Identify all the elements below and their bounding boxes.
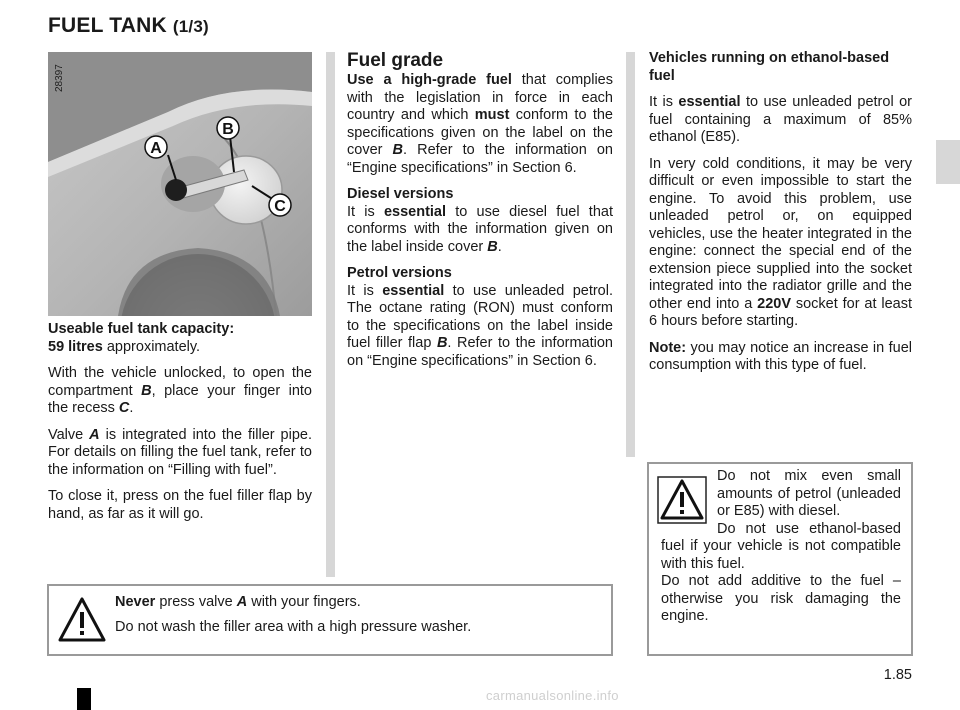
cold-text-1: In very cold conditions, it may be very difficult or even impossible to start the engine. To avoid this problem, use unleaded petrol or, on equipped vehicles, use the heater integrated in the engine: connect the special end of the extension piece supplied into the socket integrated into the radiator grille and the other end into a (649, 155, 912, 312)
intro-text-1: that complies with the legislation in force in each country and which (347, 72, 613, 123)
diesel-paragraph (347, 186, 613, 256)
open-text-1: With the vehicle unlocked, to open the compartment (48, 365, 312, 399)
page-title-part: (1/3) (172, 17, 209, 36)
ethanol-text-1: It is (649, 94, 679, 110)
warning-right-line-1: Do not mix even small amounts of petrol (unleaded or E85) with diesel. (717, 468, 901, 519)
diesel-ref-b: B (487, 238, 498, 255)
intro-text-2: conform to the specifications given on the label on the cover (347, 107, 613, 158)
column-divider-1 (326, 52, 335, 577)
diesel-heading: Diesel versions (347, 186, 454, 202)
warning-text-2: with your fingers. (247, 594, 361, 610)
petrol-text-2: to use unleaded petrol. The octane rating (RON) must conform to the specifications on the label inside fuel filler flap (347, 282, 613, 351)
page-number: 1.85 (883, 667, 912, 683)
figure-code: 28397 (54, 64, 65, 92)
capacity-paragraph (48, 321, 312, 356)
ethanol-essential: essential (678, 94, 741, 110)
fuel-grade-intro (347, 72, 613, 177)
open-ref-b: B (141, 382, 152, 399)
open-paragraph (48, 365, 312, 418)
ethanol-paragraph-1 (649, 94, 912, 147)
callout-b (217, 117, 239, 139)
ethanol-paragraph-2 (649, 156, 912, 331)
watermark: carmanualsonline.info (486, 688, 619, 703)
callout-a (145, 136, 167, 158)
petrol-essential: essential (382, 282, 445, 299)
callout-a-label: A (150, 140, 162, 157)
page-title (48, 14, 209, 38)
petrol-paragraph (347, 265, 613, 370)
valve-text-1: Valve (48, 426, 90, 443)
section-tab (936, 140, 960, 184)
ethanol-text-2: to use unleaded petrol or fuel containing a maximum of 85% ethanol (E85). (649, 94, 913, 145)
warning-box-fuel-mixing (647, 462, 913, 656)
petrol-text-3: . Refer to the information on “Engine specifications” in Section 6. (347, 335, 613, 369)
fuel-flap-illustration (48, 52, 312, 316)
valve-ref-a: A (89, 426, 100, 443)
valve-text-2: is integrated into the filler pipe. For details on filling the fuel tank, refer to the information on “Filling with fuel”. (48, 426, 312, 478)
warning-right-line-3: Do not add additive to the fuel – otherwise you risk damaging the engine. (661, 573, 901, 624)
diesel-text-1: It is (347, 203, 384, 220)
petrol-heading: Petrol versions (347, 265, 452, 281)
petrol-ref-b: B (436, 335, 448, 351)
warning-text-1: press valve (155, 594, 237, 610)
warning-box-valve (47, 584, 613, 656)
warning-triangle-icon (657, 476, 707, 530)
valve-paragraph (48, 427, 312, 480)
open-text-3: . (129, 400, 134, 416)
corner-mark (77, 688, 91, 710)
intro-text-3: . Refer to the information on “Engine specifications” in Section 6. (347, 142, 613, 176)
intro-bold: Use a high-grade fuel (347, 72, 512, 88)
open-ref-c: C (118, 400, 130, 416)
open-text-2: , place your finger into the recess (48, 382, 312, 416)
warning-bottom-line-2: Do not wash the filler area with a high pressure washer. (115, 618, 472, 635)
petrol-text-1: It is (347, 282, 383, 299)
diesel-text-3: . (497, 238, 502, 255)
fuel-flap-photo (48, 52, 312, 316)
page-title-text: FUEL TANK (48, 14, 167, 37)
note-text: you may notice an increase in fuel consumption with this type of fuel. (649, 339, 912, 373)
ethanol-heading: Vehicles running on ethanol-based fuel (649, 50, 890, 84)
warning-ref-a: A (236, 594, 248, 610)
left-column (48, 321, 312, 532)
right-column (649, 50, 912, 384)
diesel-essential: essential (383, 203, 447, 220)
close-paragraph: To close it, press on the fuel filler flap by hand, as far as it will go. (48, 488, 312, 522)
cold-text-2: socket for at least 6 hours before starting. (649, 295, 912, 329)
capacity-label: Useable fuel tank capacity: (48, 321, 235, 337)
warning-never: Never (115, 594, 156, 610)
warning-right-line-2: Do not use ethanol-based fuel if your vehicle is not compatible with this fuel. (661, 520, 901, 572)
warning-triangle-icon (57, 595, 107, 651)
diesel-text-2: to use diesel fuel that conforms with the information given on the label inside cover (347, 203, 613, 255)
note-label: Note: (649, 339, 687, 356)
intro-must: must (474, 107, 510, 123)
cold-voltage: 220V (757, 295, 791, 312)
warning-bottom-line-1 (115, 594, 599, 612)
callout-c (269, 194, 291, 216)
note-paragraph (649, 340, 912, 375)
warning-bottom-text (115, 594, 599, 643)
callout-b-label: B (222, 121, 234, 138)
column-divider-2 (626, 52, 635, 457)
callout-c-label: C (274, 198, 286, 215)
intro-ref-b: B (392, 142, 404, 158)
fuel-grade-heading: Fuel grade (347, 50, 444, 71)
middle-column (347, 50, 613, 379)
ethanol-heading-paragraph (649, 50, 912, 85)
capacity-value: 59 litres (48, 338, 103, 355)
valve-shape (165, 179, 187, 201)
capacity-suffix: approximately. (102, 338, 201, 355)
